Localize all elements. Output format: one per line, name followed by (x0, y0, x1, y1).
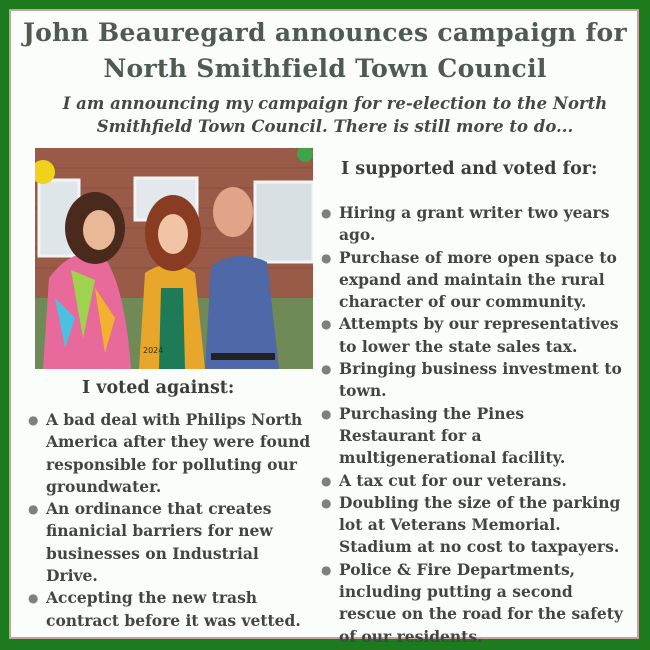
list-item: ● Hiring a grant writer two years ago. (321, 203, 610, 245)
against-list (26, 409, 311, 632)
campaign-photo (35, 148, 313, 369)
list-item: ● A tax cut for our veterans. (319, 470, 624, 492)
list-item: ● Attempts by our representatives to lower the state sales tax. (321, 314, 619, 356)
list-item: ● Purchasing the Pines Restaurant for a multigenerational facility. (321, 403, 566, 468)
supported-heading: I supported and voted for: (341, 159, 598, 179)
headline-line-1: John Beauregard announces campaign for (23, 18, 627, 47)
bullet-icon: ● (28, 591, 39, 606)
bullet-icon: ● (321, 495, 332, 510)
bullet-icon: ● (321, 250, 332, 265)
bullet-icon: ● (321, 317, 332, 332)
bullet-icon: ● (321, 206, 332, 220)
family-photo-illustration (35, 148, 313, 369)
bullet-icon: ● (321, 362, 332, 377)
bullet-icon: ● (321, 473, 332, 488)
list-item: ● Accepting the new trash contract before it was vetted. (28, 588, 301, 630)
bullet-icon: ● (321, 406, 332, 421)
list-item: ● Police & Fire Departments, including putting a second rescue on the road for the safety of our residents. (321, 559, 623, 646)
headline-line-2: North Smithfield Town Council (103, 54, 547, 83)
list-item: ● A bad deal with Philips North America after they were found responsible for polluting our groundwater. (28, 410, 311, 496)
gown-year-text: 2024 (143, 346, 164, 355)
list-item: ● Bringing business investment to town. (321, 359, 622, 401)
supported-list (319, 202, 624, 648)
list-item: ● Doubling the size of the parking lot at Veterans Memorial. Stadium at no cost to taxpayers. (321, 492, 621, 557)
announcement-subtitle: I am announcing my campaign for re-election to the North Smithfield Town Council. There is still more to do... (62, 94, 608, 136)
list-item: ● An ordinance that creates finanicial barriers for new businesses on Industrial Drive. (28, 499, 273, 586)
bullet-icon: ● (28, 502, 39, 517)
list-item: ● Purchase of more open space to expand and maintain the rural character of our community. (321, 247, 617, 312)
bullet-icon: ● (28, 413, 39, 427)
bullet-icon: ● (321, 562, 332, 577)
against-heading: I voted against: (82, 378, 235, 398)
